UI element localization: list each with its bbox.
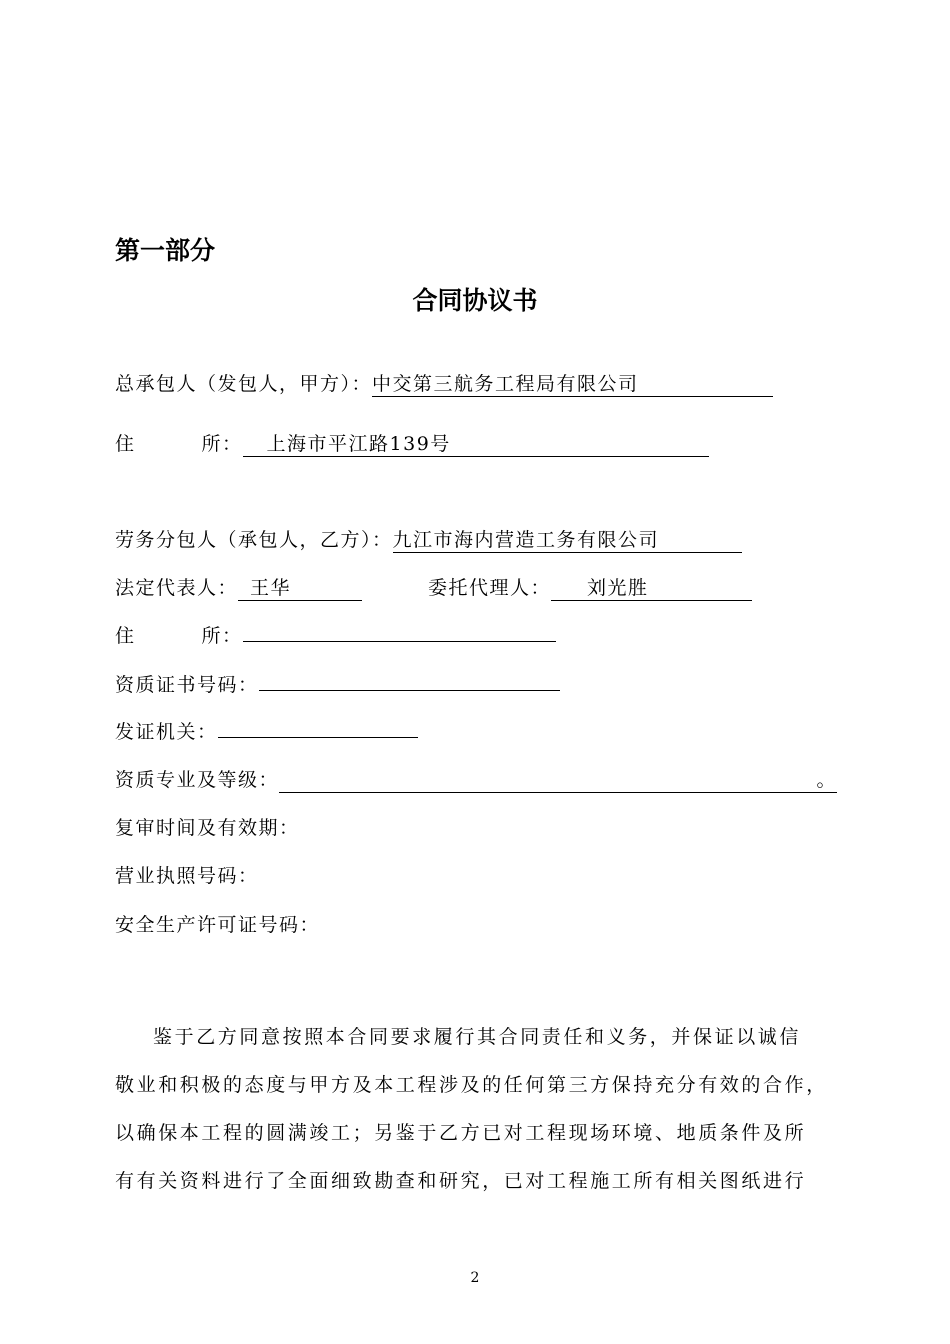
contractor-label: 总承包人（发包人，甲方）：	[115, 373, 373, 395]
sub-address-label-b: 所：	[201, 625, 243, 647]
sub-address-label-a: 住	[115, 625, 136, 647]
legal-rep-label: 法定代表人：	[115, 577, 239, 599]
qualification-row	[115, 765, 837, 795]
address-label-a: 住	[115, 433, 136, 455]
subcontractor-row	[115, 525, 742, 555]
contractor-address-row	[115, 429, 709, 459]
contractor-address-value: 上海市平江路139号	[266, 433, 451, 455]
legal-rep-row	[115, 573, 362, 603]
subcontractor-value: 九江市海内营造工务有限公司	[392, 529, 660, 551]
sub-address-row	[115, 621, 556, 651]
issuing-authority-row	[115, 717, 418, 747]
page-number: 2	[470, 1270, 480, 1286]
agreement-paragraph	[115, 1013, 855, 1205]
safety-permit-label: 安全生产许可证号码：	[115, 914, 321, 936]
business-license-label: 营业执照号码：	[115, 865, 259, 887]
paragraph-line: 鉴于乙方同意按照本合同要求履行其合同责任和义务，并保证以诚信	[153, 1026, 802, 1048]
paragraph-line: 以确保本工程的圆满竣工；另鉴于乙方已对工程现场环境、地质条件及所	[115, 1122, 807, 1144]
cert-number-label: 资质证书号码：	[115, 674, 259, 696]
agent-row	[428, 573, 752, 603]
part-heading: 第一部分	[115, 236, 216, 265]
sub-address-field[interactable]	[243, 641, 556, 642]
subcontractor-field[interactable]	[393, 528, 742, 553]
issuing-authority-field[interactable]	[218, 737, 418, 738]
cert-number-field[interactable]	[259, 690, 560, 691]
contractor-row	[115, 369, 773, 399]
agent-label: 委托代理人：	[428, 577, 552, 599]
agent-field[interactable]	[551, 576, 752, 601]
cert-number-row	[115, 670, 560, 700]
document-title: 合同协议书	[412, 286, 538, 315]
paragraph-line: 敬业和积极的态度与甲方及本工程涉及的任何第三方保持充分有效的合作，	[115, 1074, 828, 1096]
contractor-field[interactable]	[372, 372, 773, 397]
review-validity-label: 复审时间及有效期：	[115, 817, 300, 839]
qualification-label: 资质专业及等级：	[115, 769, 280, 791]
agent-value: 刘光胜	[587, 577, 649, 599]
legal-rep-value: 王华	[250, 577, 292, 599]
subcontractor-label: 劳务分包人（承包人，乙方）：	[115, 529, 393, 551]
paragraph-line: 有有关资料进行了全面细致勘查和研究，已对工程施工所有相关图纸进行	[115, 1170, 807, 1192]
legal-rep-field[interactable]	[238, 576, 362, 601]
qualification-end-mark: 。	[816, 769, 838, 791]
address-label-b: 所：	[201, 433, 243, 455]
contractor-address-field[interactable]	[243, 432, 709, 457]
contractor-value: 中交第三航务工程局有限公司	[372, 373, 639, 395]
qualification-field[interactable]	[279, 768, 837, 793]
issuing-authority-label: 发证机关：	[115, 721, 218, 743]
